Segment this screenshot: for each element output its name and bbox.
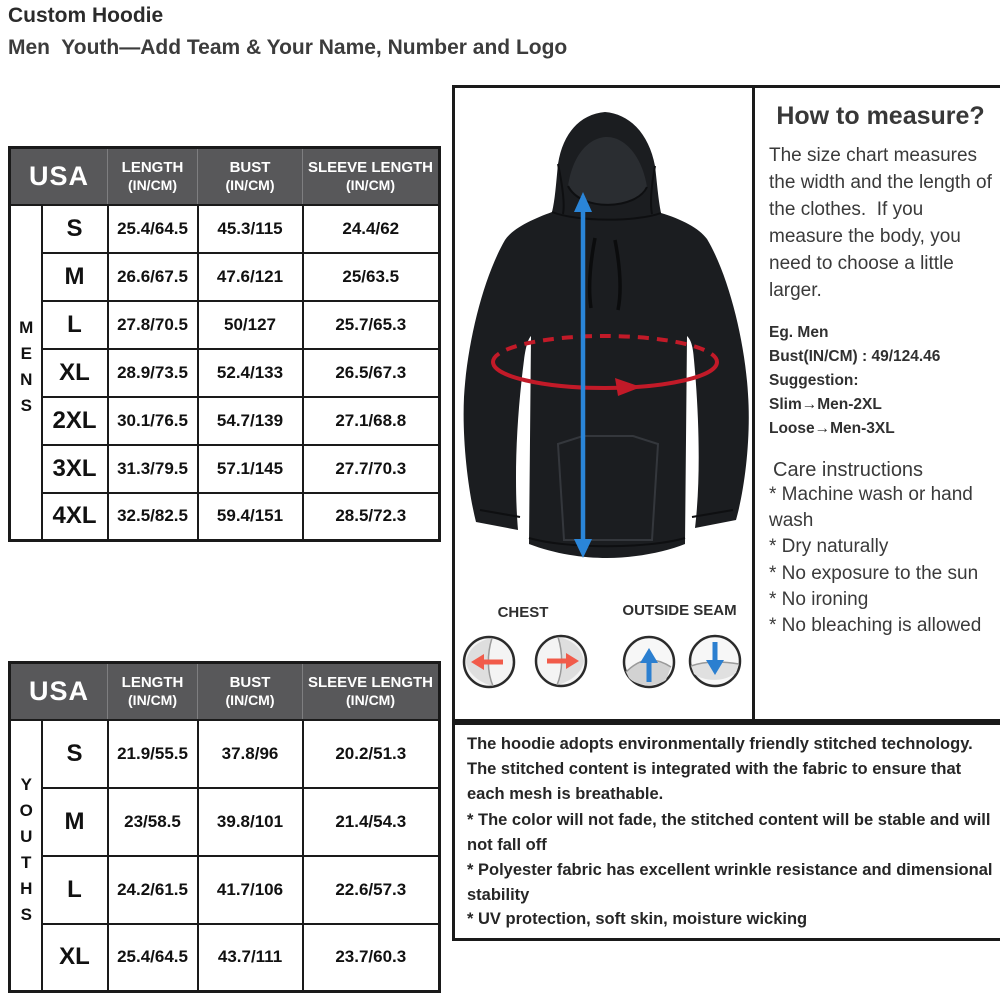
length-cell: 25.4/64.5 — [108, 924, 198, 992]
chest-label: CHEST — [497, 604, 549, 621]
table-row — [10, 397, 440, 445]
size-cell: 4XL — [42, 493, 108, 541]
youth-chart-header-row — [10, 663, 440, 720]
sleeve-cell: 23.7/60.3 — [303, 924, 440, 992]
mens-chart-header-row — [10, 148, 440, 205]
youth-header-length: LENGTH (IN/CM) — [108, 663, 198, 720]
sleeve-cell: 27.7/70.3 — [303, 445, 440, 493]
care-instructions-heading: Care instructions — [773, 458, 924, 481]
table-row — [10, 924, 440, 992]
care-item: * No ironing — [769, 588, 869, 610]
page-subtitle: Men Youth—Add Team & Your Name, Number and Logo — [8, 36, 568, 59]
size-cell: L — [42, 856, 108, 924]
size-cell: M — [42, 253, 108, 301]
youth-header-usa: USA — [10, 663, 108, 720]
length-cell: 31.3/79.5 — [108, 445, 198, 493]
example-line: Loose→Men-3XL — [769, 419, 895, 437]
mens-header-length: LENGTH (IN/CM) — [108, 148, 198, 205]
length-cell: 26.6/67.5 — [108, 253, 198, 301]
length-cell: 32.5/82.5 — [108, 493, 198, 541]
size-cell: 3XL — [42, 445, 108, 493]
measure-legend — [455, 596, 755, 716]
size-cell: XL — [42, 349, 108, 397]
table-row — [10, 205, 440, 253]
product-description — [452, 722, 1000, 941]
chest-arrow-left-icon — [461, 634, 517, 690]
outside-seam-arrow-up-icon — [621, 634, 677, 690]
example-line: Suggestion: — [769, 371, 859, 389]
length-cell: 28.9/73.5 — [108, 349, 198, 397]
size-cell: L — [42, 301, 108, 349]
example-line: Eg. Men — [769, 323, 829, 341]
size-cell: XL — [42, 924, 108, 992]
description-bullet: * UV protection, soft skin, moisture wicking — [467, 910, 808, 929]
bust-cell: 41.7/106 — [198, 856, 303, 924]
size-cell: 2XL — [42, 397, 108, 445]
length-cell: 23/58.5 — [108, 788, 198, 856]
bust-cell: 43.7/111 — [198, 924, 303, 992]
table-row — [10, 253, 440, 301]
bust-cell: 45.3/115 — [198, 205, 303, 253]
table-row — [10, 349, 440, 397]
example-line: Bust(IN/CM) : 49/124.46 — [769, 347, 941, 365]
bust-cell: 47.6/121 — [198, 253, 303, 301]
youth-group-label: YOUTHS — [10, 720, 42, 992]
youth-size-chart — [8, 661, 441, 993]
description-bullets — [467, 808, 994, 932]
sleeve-cell: 26.5/67.3 — [303, 349, 440, 397]
example-line: Slim→Men-2XL — [769, 395, 882, 413]
sleeve-cell: 24.4/62 — [303, 205, 440, 253]
size-example-block — [769, 321, 992, 441]
chest-arrow-right-icon — [533, 633, 589, 689]
length-cell: 25.4/64.5 — [108, 205, 198, 253]
mens-header-sleeve: SLEEVE LENGTH (IN/CM) — [303, 148, 440, 205]
length-cell: 21.9/55.5 — [108, 720, 198, 788]
sleeve-cell: 27.1/68.8 — [303, 397, 440, 445]
size-cell: M — [42, 788, 108, 856]
outside-seam-arrow-down-icon — [687, 633, 743, 689]
length-cell: 24.2/61.5 — [108, 856, 198, 924]
sleeve-cell: 25.7/65.3 — [303, 301, 440, 349]
table-row — [10, 445, 440, 493]
length-cell: 27.8/70.5 — [108, 301, 198, 349]
care-item: * Machine wash or hand wash — [769, 483, 973, 532]
bust-cell: 54.7/139 — [198, 397, 303, 445]
page-title: Custom Hoodie — [8, 4, 164, 27]
care-item: * Dry naturally — [769, 536, 889, 558]
bust-cell: 37.8/96 — [198, 720, 303, 788]
description-bullet: * The color will not fade, the stitched content will be stable and will not fall off — [467, 811, 991, 854]
sleeve-cell: 21.4/54.3 — [303, 788, 440, 856]
bust-cell: 57.1/145 — [198, 445, 303, 493]
description-bullet: * Polyester fabric has excellent wrinkle resistance and dimensional stability — [467, 860, 993, 904]
length-cell: 30.1/76.5 — [108, 397, 198, 445]
mens-group-label: MENS — [10, 205, 42, 541]
mens-header-usa: USA — [10, 148, 108, 205]
sleeve-cell: 20.2/51.3 — [303, 720, 440, 788]
table-row — [10, 493, 440, 541]
care-instructions-list — [769, 482, 992, 639]
how-to-measure-section — [755, 88, 1000, 719]
sleeve-cell: 28.5/72.3 — [303, 493, 440, 541]
measure-panel — [452, 85, 1000, 722]
how-to-measure-heading: How to measure? — [776, 102, 985, 130]
hoodie-measure-column — [455, 88, 755, 719]
size-cell: S — [42, 720, 108, 788]
outside-seam-label: OUTSIDE SEAM — [622, 602, 737, 619]
mens-size-chart — [8, 146, 441, 542]
mens-header-bust: BUST (IN/CM) — [198, 148, 303, 205]
description-intro: The hoodie adopts environmentally friendly stitched technology. The stitched content is integrated with the fabric to ensure that each mesh is breathable. — [467, 735, 973, 803]
bust-cell: 39.8/101 — [198, 788, 303, 856]
bust-cell: 50/127 — [198, 301, 303, 349]
sleeve-cell: 25/63.5 — [303, 253, 440, 301]
size-cell: S — [42, 205, 108, 253]
bust-cell: 52.4/133 — [198, 349, 303, 397]
bust-cell: 59.4/151 — [198, 493, 303, 541]
how-to-measure-body: The size chart measures the width and the length of the clothes. If you measure the body, you need to choose a little larger. — [769, 145, 998, 301]
table-row — [10, 788, 440, 856]
table-row — [10, 301, 440, 349]
care-item: * No exposure to the sun — [769, 562, 979, 584]
table-row — [10, 856, 440, 924]
table-row — [10, 720, 440, 788]
youth-header-sleeve: SLEEVE LENGTH (IN/CM) — [303, 663, 440, 720]
sleeve-cell: 22.6/57.3 — [303, 856, 440, 924]
hoodie-image — [455, 92, 755, 597]
youth-header-bust: BUST (IN/CM) — [198, 663, 303, 720]
care-item: * No bleaching is allowed — [769, 614, 982, 636]
